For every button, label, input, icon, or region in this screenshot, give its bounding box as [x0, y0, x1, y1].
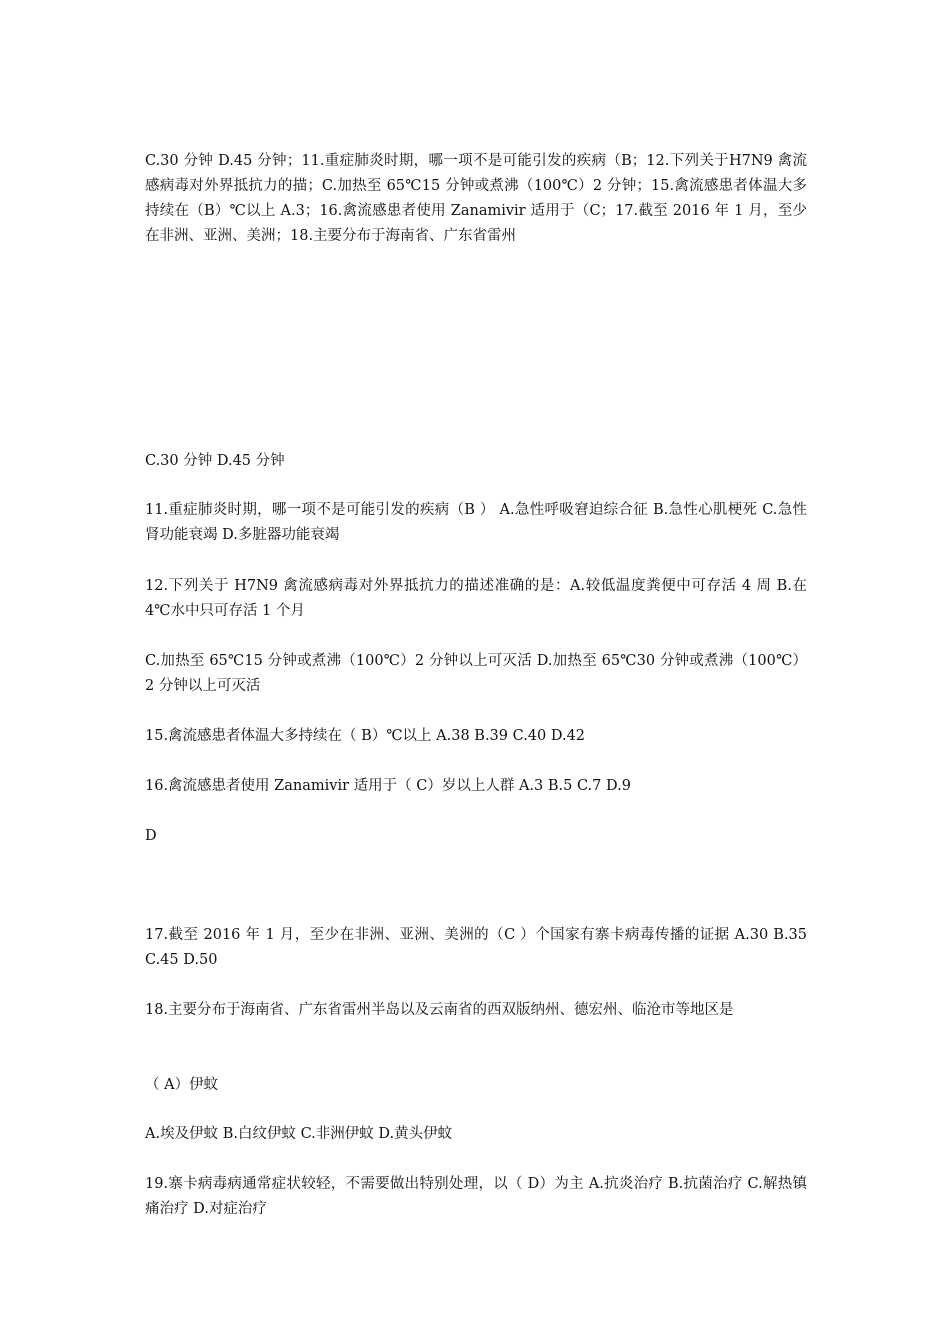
question-12: 12.下列关于 H7N9 禽流感病毒对外界抵抗力的描述准确的是：A.较低温度粪便中可存活 4 周 B.在 4℃水中只可存活 1 个月 — [145, 578, 807, 619]
paragraph-options-c-d: C.30 分钟 D.45 分钟 — [145, 453, 285, 469]
question-16: 16.禽流感患者使用 Zanamivir 适用于（ C）岁以上人群 A.3 B.5 C.7 D.9 — [145, 778, 631, 794]
question-17: 17.截至 2016 年 1 月，至少在非洲、亚洲、美洲的（C ）个国家有寨卡病毒传播的证据 A.30 B.35 C.45 D.50 — [145, 927, 807, 968]
question-15: 15.禽流感患者体温大多持续在（ B）℃以上 A.38 B.39 C.40 D.42 — [145, 728, 586, 744]
question-18: 18.主要分布于海南省、广东省雷州半岛以及云南省的西双版纳州、德宏州、临沧市等地区是 — [145, 1002, 734, 1018]
summary-paragraph: C.30 分钟 D.45 分钟；11.重症肺炎时期，哪一项不是可能引发的疾病（B；12.下列关于H7N9 禽流感病毒对外界抵抗力的描；C.加热至 65℃15 分钟或煮沸（100℃）2 分钟；15.禽流感患者体温大多持续在（B）℃以上 A.3；16.禽流感患者使用 Zanamivir 适用于（C；17.截至 2016 年 1 月，至少在非洲、亚洲、美洲；18.主要分布于海南省、广东省雷州 — [145, 153, 807, 244]
question-19: 19.寨卡病毒病通常症状较轻，不需要做出特别处理，以（ D）为主 A.抗炎治疗 B.抗菌治疗 C.解热镇痛治疗 D.对症治疗 — [145, 1176, 807, 1217]
question-12-options: C.加热至 65℃15 分钟或煮沸（100℃）2 分钟以上可灭活 D.加热至 65℃30 分钟或煮沸（100℃）2 分钟以上可灭活 — [145, 653, 807, 694]
question-11: 11.重症肺炎时期，哪一项不是可能引发的疾病（B ） A.急性呼吸窘迫综合征 B.急性心肌梗死 C.急性肾功能衰竭 D.多脏器功能衰竭 — [145, 502, 807, 543]
question-18-answer: （ A）伊蚊 — [145, 1077, 219, 1093]
question-18-options: A.埃及伊蚊 B.白纹伊蚊 C.非洲伊蚊 D.黄头伊蚊 — [145, 1126, 453, 1142]
answer-d: D — [145, 828, 157, 844]
